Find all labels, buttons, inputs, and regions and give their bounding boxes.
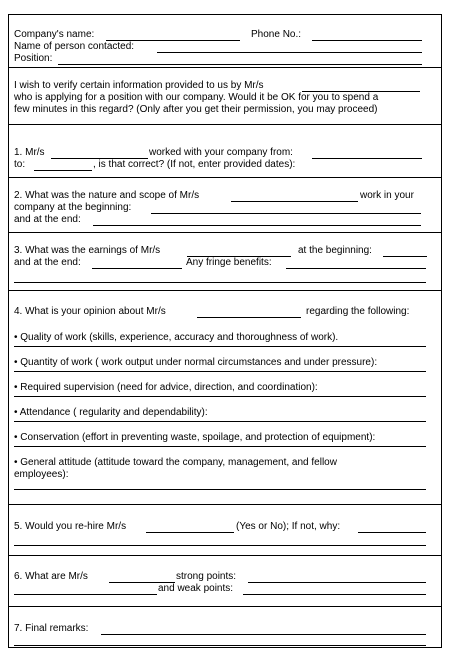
q6-strong-field[interactable]: [248, 582, 426, 583]
q3-fringe-field[interactable]: [286, 268, 426, 269]
intro-section: [9, 68, 441, 125]
question-2-section: [9, 178, 441, 233]
q2-beginning-label: company at the beginning:: [14, 202, 132, 213]
q4-supervision-field[interactable]: [14, 396, 426, 397]
q3-beginning-field[interactable]: [383, 256, 427, 257]
q4-attitude-item-cont: employees):: [14, 469, 69, 480]
q5-name-field[interactable]: [146, 532, 234, 533]
question-3-section: [9, 233, 441, 291]
q5-yes-no-text: (Yes or No); If not, why:: [236, 521, 341, 532]
q2-end-field[interactable]: [93, 225, 421, 226]
q4-regarding-text: regarding the following:: [306, 306, 410, 317]
intro-line-1: I wish to verify certain information provided to us by Mr/s: [14, 80, 264, 91]
q5-extra-line[interactable]: [14, 545, 426, 546]
q7-remarks-field[interactable]: [101, 634, 426, 635]
q5-why-field[interactable]: [358, 532, 426, 533]
company-name-label: Company's name:: [14, 29, 95, 40]
q4-quantity-field[interactable]: [14, 371, 426, 372]
q3-end-field[interactable]: [92, 268, 182, 269]
intro-line-3: few minutes in this regard? (Only after you get their permission, you may proceed): [14, 104, 378, 115]
q4-quantity-item: • Quantity of work ( work output under normal circumstances and under pressure):: [14, 357, 378, 368]
q1-to-label: to:: [14, 159, 26, 170]
q6-weak-label: and weak points:: [158, 583, 234, 594]
q4-name-field[interactable]: [197, 317, 301, 318]
q1-to-field[interactable]: [34, 170, 92, 171]
q4-attendance-field[interactable]: [14, 421, 426, 422]
position-field[interactable]: [58, 64, 422, 65]
q4-attendance-item: • Attendance ( regularity and dependability):: [14, 407, 208, 418]
q3-end-label: and at the end:: [14, 257, 81, 268]
question-7-section: [9, 607, 441, 647]
q6-label: 6. What are Mr/s: [14, 571, 88, 582]
person-contacted-label: Name of person contacted:: [14, 41, 135, 52]
q3-fringe-label: Any fringe benefits:: [186, 257, 272, 268]
person-contacted-field[interactable]: [157, 52, 422, 53]
q7-extra-line[interactable]: [14, 645, 426, 646]
q6-strong-cont-field[interactable]: [14, 594, 157, 595]
q3-extra-line[interactable]: [14, 282, 426, 283]
q1-label: 1. Mr/s: [14, 147, 45, 158]
header-section: [9, 15, 441, 68]
q2-name-field[interactable]: [231, 201, 358, 202]
intro-line-2: who is applying for a position with our company. Would it be OK for you to spend a: [14, 92, 379, 103]
q2-label: 2. What was the nature and scope of Mr/s: [14, 190, 200, 201]
q6-strong-label: strong points:: [176, 571, 237, 582]
q7-label: 7. Final remarks:: [14, 623, 89, 634]
position-label: Position:: [14, 53, 53, 64]
q2-work-text: work in your: [360, 190, 414, 201]
q4-label: 4. What is your opinion about Mr/s: [14, 306, 166, 317]
q4-conservation-field[interactable]: [14, 446, 426, 447]
q2-beginning-field[interactable]: [151, 213, 421, 214]
q5-label: 5. Would you re-hire Mr/s: [14, 521, 127, 532]
q4-conservation-item: • Conservation (effort in preventing waste, spoilage, and protection of equipment):: [14, 432, 376, 443]
question-4-section: [9, 291, 441, 505]
q4-attitude-item: • General attitude (attitude toward the company, management, and fellow: [14, 457, 337, 468]
q6-weak-field[interactable]: [243, 594, 426, 595]
question-6-section: [9, 556, 441, 607]
q2-end-label: and at the end:: [14, 214, 81, 225]
q4-quality-field[interactable]: [14, 346, 426, 347]
q4-quality-item: • Quality of work (skills, experience, accuracy and thoroughness of work).: [14, 332, 339, 343]
reference-check-form: [8, 14, 442, 648]
q1-correct-text: , is that correct? (If not, enter provided dates):: [93, 159, 296, 170]
q3-label: 3. What was the earnings of Mr/s: [14, 245, 161, 256]
q4-supervision-item: • Required supervision (need for advice, direction, and coordination):: [14, 382, 318, 393]
phone-label: Phone No.:: [251, 29, 302, 40]
q4-attitude-field[interactable]: [14, 489, 426, 490]
q1-from-field[interactable]: [312, 158, 422, 159]
question-1-section: [9, 125, 441, 178]
q1-worked-text: worked with your company from:: [149, 147, 293, 158]
question-5-section: [9, 505, 441, 556]
q3-beginning-label: at the beginning:: [298, 245, 372, 256]
phone-field[interactable]: [312, 40, 422, 41]
